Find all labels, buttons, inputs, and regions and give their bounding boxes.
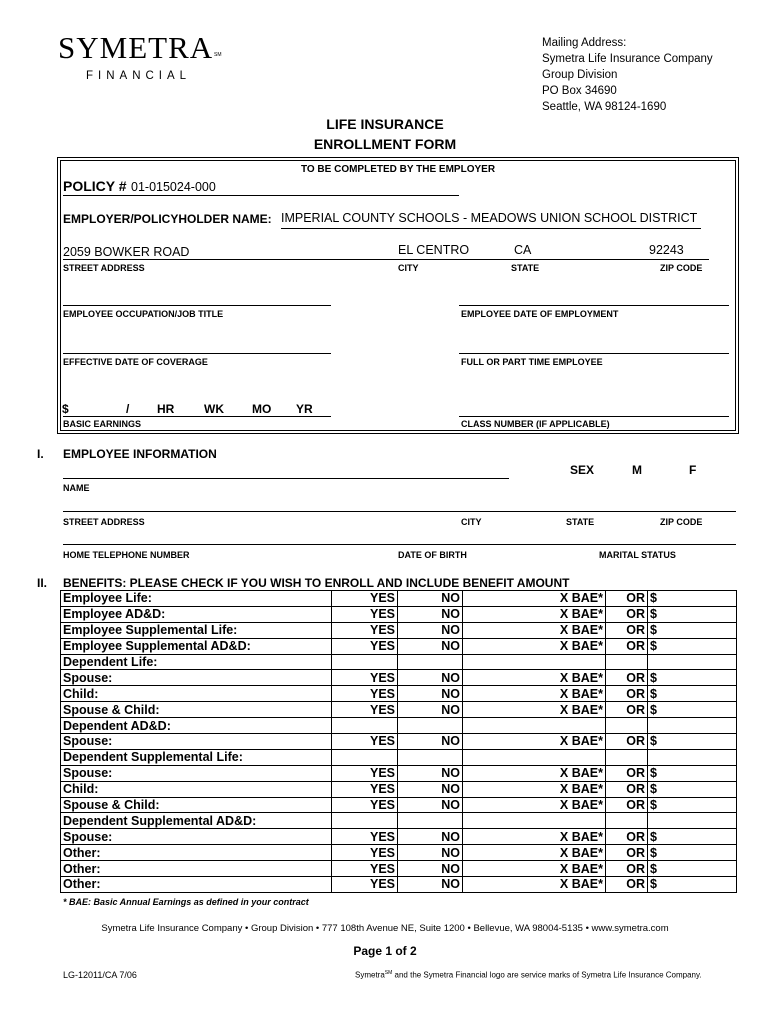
bae-multiplier-field: [463, 654, 606, 670]
benefits-table: [60, 590, 737, 893]
table-row: [61, 591, 737, 607]
bae-multiplier-field: [463, 749, 606, 765]
yes-option[interactable]: YES: [332, 829, 398, 845]
sex-f-option[interactable]: F: [689, 463, 697, 477]
dollar-amount-field[interactable]: $: [648, 734, 737, 750]
yes-option: [332, 654, 398, 670]
or-label: OR: [606, 845, 648, 861]
logo-service-mark: SM: [214, 52, 222, 58]
form-title-line2: ENROLLMENT FORM: [313, 136, 457, 152]
or-label: [606, 654, 648, 670]
yes-option[interactable]: YES: [332, 591, 398, 607]
yes-option[interactable]: YES: [332, 606, 398, 622]
or-label: OR: [606, 781, 648, 797]
or-label: OR: [606, 734, 648, 750]
no-option[interactable]: NO: [398, 734, 463, 750]
date-employment-label: EMPLOYEE DATE OF EMPLOYMENT: [461, 309, 619, 319]
employer-name-value[interactable]: IMPERIAL COUNTY SCHOOLS - MEADOWS UNION SCHOOL DISTRICT: [281, 211, 698, 225]
date-employment-underline[interactable]: [459, 305, 729, 306]
form-code: LG-12011/CA 7/06: [63, 970, 137, 980]
earnings-dollar: $: [62, 402, 69, 416]
no-option[interactable]: NO: [398, 829, 463, 845]
mailing-line: Mailing Address:: [542, 37, 627, 49]
benefit-label: Dependent Supplemental AD&D:: [61, 813, 332, 829]
table-row: [61, 654, 737, 670]
dob-label: DATE OF BIRTH: [398, 550, 467, 560]
dollar-amount-field[interactable]: $: [648, 686, 737, 702]
bae-multiplier-field[interactable]: X BAE*: [463, 829, 606, 845]
table-row: [61, 670, 737, 686]
no-option[interactable]: NO: [398, 861, 463, 877]
or-label: OR: [606, 877, 648, 893]
benefit-label: Spouse:: [61, 765, 332, 781]
mailing-line: Seattle, WA 98124-1690: [542, 101, 667, 113]
or-label: OR: [606, 606, 648, 622]
or-label: OR: [606, 670, 648, 686]
employee-state-label: STATE: [566, 517, 595, 527]
bae-multiplier-field[interactable]: X BAE*: [463, 781, 606, 797]
policy-underline: [63, 195, 459, 196]
yes-option[interactable]: YES: [332, 686, 398, 702]
table-row: [61, 749, 737, 765]
no-option: [398, 813, 463, 829]
yes-option: [332, 813, 398, 829]
table-row: [61, 845, 737, 861]
table-row: [61, 765, 737, 781]
employee-zip-label: ZIP CODE: [660, 517, 703, 527]
basic-earnings-label: BASIC EARNINGS: [63, 419, 142, 429]
employer-name-underline: [281, 228, 701, 229]
benefit-label: Other:: [61, 845, 332, 861]
bae-multiplier-field[interactable]: X BAE*: [463, 622, 606, 638]
yes-option[interactable]: YES: [332, 781, 398, 797]
benefit-label: Spouse:: [61, 829, 332, 845]
benefit-label: Dependent Life:: [61, 654, 332, 670]
name-label: NAME: [63, 483, 90, 493]
benefit-label: Spouse & Child:: [61, 702, 332, 718]
bae-multiplier-field[interactable]: X BAE*: [463, 797, 606, 813]
bae-multiplier-field[interactable]: X BAE*: [463, 591, 606, 607]
dollar-amount-field[interactable]: $: [648, 638, 737, 654]
sex-m-option[interactable]: M: [632, 463, 642, 477]
or-label: OR: [606, 591, 648, 607]
yes-option[interactable]: YES: [332, 845, 398, 861]
bae-multiplier-field[interactable]: X BAE*: [463, 861, 606, 877]
no-option[interactable]: NO: [398, 670, 463, 686]
bae-multiplier-field[interactable]: X BAE*: [463, 670, 606, 686]
or-label: OR: [606, 622, 648, 638]
section-i-heading: EMPLOYEE INFORMATION: [63, 447, 217, 461]
no-option[interactable]: NO: [398, 781, 463, 797]
table-row: [61, 622, 737, 638]
no-option: [398, 654, 463, 670]
yes-option[interactable]: YES: [332, 670, 398, 686]
yes-option[interactable]: YES: [332, 797, 398, 813]
benefit-label: Employee Supplemental Life:: [61, 622, 332, 638]
street-label: STREET ADDRESS: [63, 263, 145, 273]
dollar-amount-field[interactable]: $: [648, 622, 737, 638]
form-title-line1: LIFE INSURANCE: [326, 116, 444, 132]
table-row: [61, 734, 737, 750]
benefit-label: Other:: [61, 861, 332, 877]
benefit-label: Child:: [61, 686, 332, 702]
table-row: [61, 797, 737, 813]
no-option[interactable]: NO: [398, 591, 463, 607]
table-row: [61, 606, 737, 622]
dollar-amount-field[interactable]: $: [648, 797, 737, 813]
city-value[interactable]: EL CENTRO: [398, 243, 470, 257]
table-row: [61, 686, 737, 702]
class-number-label: CLASS NUMBER (IF APPLICABLE): [461, 419, 610, 429]
bae-multiplier-field[interactable]: X BAE*: [463, 606, 606, 622]
full-part-label: FULL OR PART TIME EMPLOYEE: [461, 357, 603, 367]
dollar-amount-field[interactable]: $: [648, 765, 737, 781]
table-row: [61, 718, 737, 734]
trademark-text: and the Symetra Financial logo are service marks of Symetra Life Insurance Company.: [392, 970, 702, 980]
table-row: [61, 638, 737, 654]
employee-city-label: CITY: [461, 517, 482, 527]
yes-option[interactable]: YES: [332, 734, 398, 750]
sex-label: SEX: [570, 463, 595, 477]
bae-multiplier-field[interactable]: X BAE*: [463, 702, 606, 718]
benefit-label: Dependent Supplemental Life:: [61, 749, 332, 765]
or-label: OR: [606, 797, 648, 813]
no-option[interactable]: NO: [398, 845, 463, 861]
employer-section-heading: TO BE COMPLETED BY THE EMPLOYER: [300, 164, 496, 175]
page-number: Page 1 of 2: [353, 944, 417, 958]
bae-multiplier-field[interactable]: X BAE*: [463, 686, 606, 702]
bae-multiplier-field[interactable]: X BAE*: [463, 845, 606, 861]
effective-date-underline[interactable]: [63, 353, 331, 354]
policy-label: POLICY #: [63, 178, 127, 194]
bae-multiplier-field: [463, 813, 606, 829]
occupation-label: EMPLOYEE OCCUPATION/JOB TITLE: [63, 309, 224, 319]
or-label: OR: [606, 861, 648, 877]
table-row: [61, 877, 737, 893]
no-option[interactable]: NO: [398, 877, 463, 893]
state-label: STATE: [511, 263, 540, 273]
mailing-address: [542, 35, 713, 115]
benefit-label: Spouse:: [61, 670, 332, 686]
yes-option[interactable]: YES: [332, 765, 398, 781]
earnings-yr[interactable]: YR: [296, 402, 313, 416]
no-option[interactable]: NO: [398, 686, 463, 702]
earnings-underline: [63, 416, 331, 417]
effective-date-label: EFFECTIVE DATE OF COVERAGE: [63, 357, 208, 367]
dollar-amount-field[interactable]: $: [648, 829, 737, 845]
bae-multiplier-field[interactable]: X BAE*: [463, 734, 606, 750]
logo-subtitle: FINANCIAL: [86, 70, 192, 82]
bae-multiplier-field[interactable]: X BAE*: [463, 877, 606, 893]
earnings-mo[interactable]: MO: [252, 402, 272, 416]
dollar-amount-field: [648, 718, 737, 734]
dollar-amount-field[interactable]: $: [648, 606, 737, 622]
or-label: OR: [606, 829, 648, 845]
trademark-symetra: Symetra: [355, 970, 385, 980]
benefit-label: Spouse & Child:: [61, 797, 332, 813]
yes-option[interactable]: YES: [332, 877, 398, 893]
mailing-line: Group Division: [542, 69, 618, 81]
benefit-label: Employee AD&D:: [61, 606, 332, 622]
section-ii-number: II.: [37, 576, 48, 590]
no-option: [398, 718, 463, 734]
state-value[interactable]: CA: [514, 243, 532, 257]
occupation-underline[interactable]: [63, 305, 331, 306]
street-value[interactable]: 2059 BOWKER ROAD: [63, 245, 190, 259]
yes-option[interactable]: YES: [332, 861, 398, 877]
or-label: OR: [606, 638, 648, 654]
zip-label: ZIP CODE: [660, 263, 703, 273]
no-option[interactable]: NO: [398, 638, 463, 654]
yes-option[interactable]: YES: [332, 638, 398, 654]
earnings-wk[interactable]: WK: [204, 402, 224, 416]
bae-multiplier-field: [463, 718, 606, 734]
marital-status-label: MARITAL STATUS: [599, 550, 676, 560]
no-option: [398, 749, 463, 765]
mailing-line: PO Box 34690: [542, 85, 617, 97]
dollar-amount-field: [648, 749, 737, 765]
no-option[interactable]: NO: [398, 702, 463, 718]
trademark-note: [355, 970, 702, 980]
zip-value[interactable]: 92243: [649, 243, 684, 257]
earnings-slash: /: [126, 402, 130, 416]
benefit-label: Child:: [61, 781, 332, 797]
dollar-amount-field: [648, 813, 737, 829]
employer-section-inner-box: [60, 160, 736, 431]
benefit-label: Employee Life:: [61, 591, 332, 607]
class-number-underline[interactable]: [459, 416, 729, 417]
employer-name-label: EMPLOYER/POLICYHOLDER NAME:: [63, 212, 272, 226]
dollar-amount-field[interactable]: $: [648, 781, 737, 797]
or-label: [606, 813, 648, 829]
city-label: CITY: [398, 263, 419, 273]
trademark-sm: SM: [384, 970, 393, 976]
benefit-label: Other:: [61, 877, 332, 893]
yes-option: [332, 749, 398, 765]
full-part-underline[interactable]: [459, 353, 729, 354]
or-label: OR: [606, 702, 648, 718]
benefit-label: Dependent AD&D:: [61, 718, 332, 734]
bae-footnote: * BAE: Basic Annual Earnings as defined in your contract: [63, 897, 309, 907]
yes-option[interactable]: YES: [332, 622, 398, 638]
no-option[interactable]: NO: [398, 606, 463, 622]
address-underline: [63, 259, 709, 260]
mailing-line: Symetra Life Insurance Company: [542, 53, 713, 65]
policy-value[interactable]: 01-015024-000: [131, 180, 216, 194]
employee-address-underline[interactable]: [63, 511, 736, 512]
benefit-label: Spouse:: [61, 734, 332, 750]
dollar-amount-field[interactable]: $: [648, 591, 737, 607]
no-option[interactable]: NO: [398, 797, 463, 813]
table-row: [61, 829, 737, 845]
section-ii-heading: BENEFITS: PLEASE CHECK IF YOU WISH TO ENROLL AND INCLUDE BENEFIT AMOUNT: [63, 576, 570, 590]
table-row: [61, 813, 737, 829]
section-i-number: I.: [37, 447, 44, 461]
no-option[interactable]: NO: [398, 622, 463, 638]
dollar-amount-field[interactable]: $: [648, 845, 737, 861]
dollar-amount-field[interactable]: $: [648, 861, 737, 877]
bae-multiplier-field[interactable]: X BAE*: [463, 638, 606, 654]
home-phone-label: HOME TELEPHONE NUMBER: [63, 550, 190, 560]
yes-option: [332, 718, 398, 734]
benefit-label: Employee Supplemental AD&D:: [61, 638, 332, 654]
no-option[interactable]: NO: [398, 765, 463, 781]
employee-street-label: STREET ADDRESS: [63, 517, 145, 527]
bae-multiplier-field[interactable]: X BAE*: [463, 765, 606, 781]
dollar-amount-field: [648, 654, 737, 670]
phone-underline[interactable]: [63, 544, 736, 545]
dollar-amount-field[interactable]: $: [648, 670, 737, 686]
name-underline[interactable]: [63, 478, 509, 479]
table-row: [61, 861, 737, 877]
or-label: [606, 718, 648, 734]
yes-option[interactable]: YES: [332, 702, 398, 718]
table-row: [61, 781, 737, 797]
dollar-amount-field[interactable]: $: [648, 877, 737, 893]
or-label: OR: [606, 765, 648, 781]
footer-company-line: Symetra Life Insurance Company • Group Division • 777 108th Avenue NE, Suite 1200 • Bellevue, WA 98004-5135 • www.symetra.com: [101, 923, 669, 934]
or-label: [606, 749, 648, 765]
or-label: OR: [606, 686, 648, 702]
dollar-amount-field[interactable]: $: [648, 702, 737, 718]
table-row: [61, 702, 737, 718]
earnings-hr[interactable]: HR: [157, 402, 175, 416]
logo-wordmark: SYMETRA: [58, 30, 214, 65]
